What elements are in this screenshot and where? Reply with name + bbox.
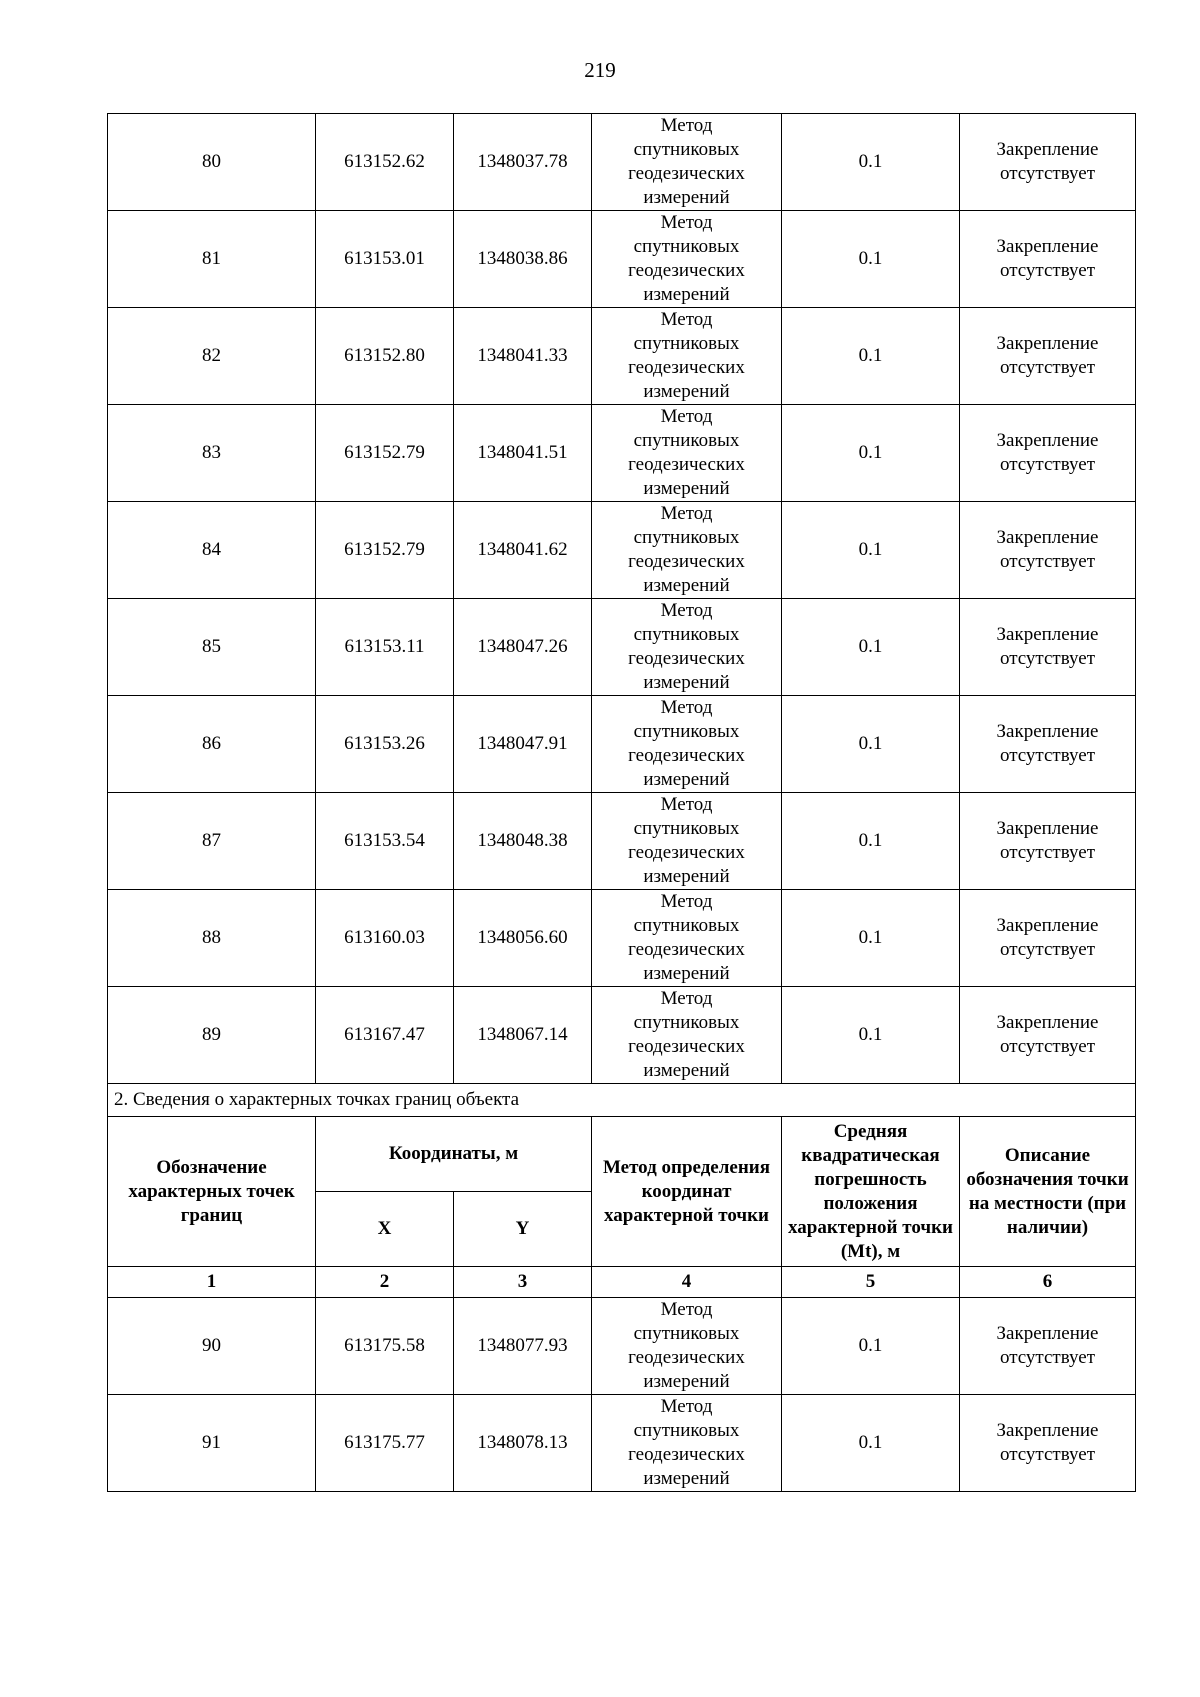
method-line: спутниковых	[633, 527, 740, 548]
header-y: Y	[454, 1192, 592, 1267]
x-cell: 613152.79	[316, 502, 454, 599]
method-line: геодезических	[628, 1444, 745, 1465]
method-line: геодезических	[628, 454, 745, 475]
method-line: измерений	[643, 1468, 730, 1489]
y-cell: 1348077.93	[454, 1298, 592, 1395]
x-cell: 613152.62	[316, 114, 454, 211]
method-line: спутниковых	[633, 139, 740, 160]
point-cell: 84	[108, 502, 316, 599]
table-body-part1	[108, 114, 1136, 1084]
x-cell: 613153.01	[316, 211, 454, 308]
point-cell: 81	[108, 211, 316, 308]
table-row	[108, 696, 1136, 793]
method-line: геодезических	[628, 551, 745, 572]
mt-cell: 0.1	[782, 114, 960, 211]
description-cell	[960, 599, 1136, 696]
description-cell	[960, 502, 1136, 599]
description-cell	[960, 987, 1136, 1084]
point-cell: 88	[108, 890, 316, 987]
method-line: измерений	[643, 575, 730, 596]
mt-cell: 0.1	[782, 211, 960, 308]
page-number: 219	[584, 58, 616, 82]
point-cell: 85	[108, 599, 316, 696]
method-line: Метод	[660, 988, 713, 1009]
column-number: 4	[592, 1267, 782, 1298]
method-cell	[592, 696, 782, 793]
point-cell: 82	[108, 308, 316, 405]
x-cell: 613175.77	[316, 1395, 454, 1492]
description-line: отсутствует	[999, 648, 1096, 669]
y-cell: 1348047.91	[454, 696, 592, 793]
description-line: отсутствует	[999, 1444, 1096, 1465]
y-cell: 1348078.13	[454, 1395, 592, 1492]
method-line: измерений	[643, 284, 730, 305]
method-line: измерений	[643, 478, 730, 499]
method-line: Метод	[660, 503, 713, 524]
method-line: геодезических	[628, 163, 745, 184]
header-mt: Средняя квадратическая погрешность положения характерной точки (Mt), м	[782, 1117, 960, 1267]
table-row	[108, 1395, 1136, 1492]
description-line: Закрепление	[996, 1420, 1099, 1441]
point-cell: 87	[108, 793, 316, 890]
description-line: отсутствует	[999, 1347, 1096, 1368]
method-line: спутниковых	[633, 721, 740, 742]
description-line: отсутствует	[999, 454, 1096, 475]
method-cell	[592, 890, 782, 987]
method-line: геодезических	[628, 842, 745, 863]
mt-cell: 0.1	[782, 502, 960, 599]
method-cell	[592, 211, 782, 308]
y-cell: 1348041.62	[454, 502, 592, 599]
description-line: Закрепление	[996, 430, 1099, 451]
description-cell	[960, 1395, 1136, 1492]
method-line: спутниковых	[633, 333, 740, 354]
mt-cell: 0.1	[782, 793, 960, 890]
description-line: отсутствует	[999, 551, 1096, 572]
mt-cell: 0.1	[782, 599, 960, 696]
method-line: Метод	[660, 1396, 713, 1417]
header-coordinates: Координаты, м	[316, 1117, 592, 1192]
method-line: Метод	[660, 406, 713, 427]
point-cell: 90	[108, 1298, 316, 1395]
header-designation: Обозначение характерных точек границ	[108, 1117, 316, 1267]
table-body-part2	[108, 1298, 1136, 1492]
method-line: геодезических	[628, 745, 745, 766]
description-cell	[960, 696, 1136, 793]
table-row	[108, 405, 1136, 502]
description-line: отсутствует	[999, 842, 1096, 863]
x-cell: 613153.26	[316, 696, 454, 793]
section-title: 2. Сведения о характерных точках границ объекта	[108, 1084, 1136, 1117]
method-line: измерений	[643, 187, 730, 208]
table-row	[108, 987, 1136, 1084]
method-line: Метод	[660, 309, 713, 330]
boundary-points-table	[107, 113, 1136, 1492]
header-method: Метод определения координат характерной точки	[592, 1117, 782, 1267]
table-row	[108, 502, 1136, 599]
method-line: спутниковых	[633, 915, 740, 936]
description-line: Закрепление	[996, 624, 1099, 645]
column-number: 1	[108, 1267, 316, 1298]
description-cell	[960, 793, 1136, 890]
method-cell	[592, 308, 782, 405]
method-line: Метод	[660, 212, 713, 233]
method-line: измерений	[643, 672, 730, 693]
description-line: отсутствует	[999, 939, 1096, 960]
method-cell	[592, 793, 782, 890]
description-cell	[960, 890, 1136, 987]
table-row	[108, 599, 1136, 696]
method-cell	[592, 405, 782, 502]
method-line: измерений	[643, 866, 730, 887]
y-cell: 1348047.26	[454, 599, 592, 696]
description-cell	[960, 308, 1136, 405]
point-cell: 89	[108, 987, 316, 1084]
method-line: спутниковых	[633, 624, 740, 645]
method-line: спутниковых	[633, 430, 740, 451]
method-line: Метод	[660, 697, 713, 718]
x-cell: 613160.03	[316, 890, 454, 987]
y-cell: 1348041.51	[454, 405, 592, 502]
table-row	[108, 793, 1136, 890]
y-cell: 1348037.78	[454, 114, 592, 211]
method-cell	[592, 599, 782, 696]
description-cell	[960, 405, 1136, 502]
method-line: спутниковых	[633, 1323, 740, 1344]
header-x: X	[316, 1192, 454, 1267]
method-line: Метод	[660, 115, 713, 136]
column-number: 5	[782, 1267, 960, 1298]
table-row	[108, 211, 1136, 308]
column-number: 6	[960, 1267, 1136, 1298]
method-line: геодезических	[628, 1036, 745, 1057]
y-cell: 1348056.60	[454, 890, 592, 987]
method-cell	[592, 1298, 782, 1395]
x-cell: 613167.47	[316, 987, 454, 1084]
description-line: Закрепление	[996, 1323, 1099, 1344]
description-line: Закрепление	[996, 915, 1099, 936]
mt-cell: 0.1	[782, 987, 960, 1084]
x-cell: 613175.58	[316, 1298, 454, 1395]
description-line: Закрепление	[996, 139, 1099, 160]
method-line: Метод	[660, 891, 713, 912]
column-number: 3	[454, 1267, 592, 1298]
point-cell: 80	[108, 114, 316, 211]
method-line: Метод	[660, 600, 713, 621]
table-row	[108, 308, 1136, 405]
method-line: измерений	[643, 1371, 730, 1392]
method-cell	[592, 114, 782, 211]
mt-cell: 0.1	[782, 1298, 960, 1395]
mt-cell: 0.1	[782, 1395, 960, 1492]
description-line: Закрепление	[996, 527, 1099, 548]
description-cell	[960, 114, 1136, 211]
description-line: Закрепление	[996, 333, 1099, 354]
description-line: отсутствует	[999, 745, 1096, 766]
method-cell	[592, 502, 782, 599]
mt-cell: 0.1	[782, 696, 960, 793]
method-line: геодезических	[628, 648, 745, 669]
method-line: измерений	[643, 1060, 730, 1081]
description-line: отсутствует	[999, 357, 1096, 378]
x-cell: 613153.11	[316, 599, 454, 696]
header-description: Описание обозначения точки на местности (при наличии)	[960, 1117, 1136, 1267]
description-line: Закрепление	[996, 721, 1099, 742]
x-cell: 613152.80	[316, 308, 454, 405]
y-cell: 1348067.14	[454, 987, 592, 1084]
method-line: геодезических	[628, 357, 745, 378]
description-line: отсутствует	[999, 1036, 1096, 1057]
point-cell: 83	[108, 405, 316, 502]
description-line: Закрепление	[996, 1012, 1099, 1033]
x-cell: 613152.79	[316, 405, 454, 502]
method-line: спутниковых	[633, 236, 740, 257]
mt-cell: 0.1	[782, 308, 960, 405]
method-line: измерений	[643, 769, 730, 790]
method-line: спутниковых	[633, 1420, 740, 1441]
description-cell	[960, 1298, 1136, 1395]
table-row	[108, 114, 1136, 211]
method-cell	[592, 1395, 782, 1492]
method-line: измерений	[643, 381, 730, 402]
section-header	[108, 1084, 1136, 1298]
method-line: геодезических	[628, 1347, 745, 1368]
column-number: 2	[316, 1267, 454, 1298]
table-row	[108, 1298, 1136, 1395]
point-cell: 86	[108, 696, 316, 793]
y-cell: 1348041.33	[454, 308, 592, 405]
y-cell: 1348038.86	[454, 211, 592, 308]
method-line: геодезических	[628, 260, 745, 281]
y-cell: 1348048.38	[454, 793, 592, 890]
method-line: Метод	[660, 794, 713, 815]
mt-cell: 0.1	[782, 890, 960, 987]
mt-cell: 0.1	[782, 405, 960, 502]
method-line: геодезических	[628, 939, 745, 960]
method-cell	[592, 987, 782, 1084]
description-line: Закрепление	[996, 818, 1099, 839]
method-line: Метод	[660, 1299, 713, 1320]
description-line: Закрепление	[996, 236, 1099, 257]
point-cell: 91	[108, 1395, 316, 1492]
description-cell	[960, 211, 1136, 308]
x-cell: 613153.54	[316, 793, 454, 890]
description-line: отсутствует	[999, 260, 1096, 281]
method-line: измерений	[643, 963, 730, 984]
method-line: спутниковых	[633, 1012, 740, 1033]
table-row	[108, 890, 1136, 987]
description-line: отсутствует	[999, 163, 1096, 184]
method-line: спутниковых	[633, 818, 740, 839]
